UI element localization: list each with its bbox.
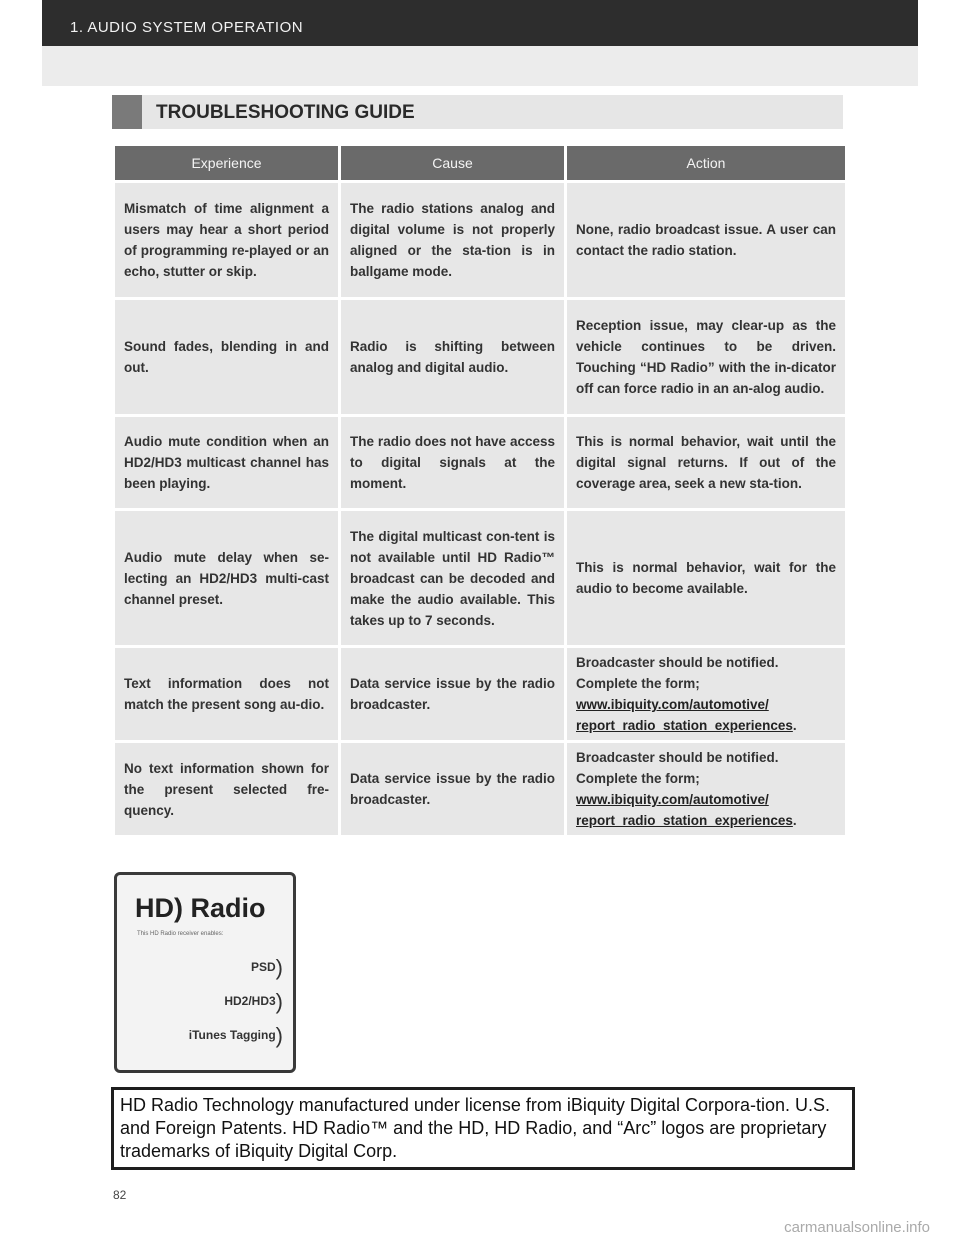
section-marker <box>112 95 142 129</box>
experience-cell: Mismatch of time alignment a users may hear a short period of programming re-played or an echo, stutter or skip. <box>115 183 338 297</box>
action-text: Broadcaster should be notified. Complete the form; <box>576 655 779 691</box>
license-notice: HD Radio Technology manufactured under license from iBiquity Digital Corpora-tion. U.S. and Foreign Patents. HD Radio™ and the HD, HD Radio, and “Arc” logos are proprietary trademarks of iBiquity Digital Corp. <box>111 1087 855 1170</box>
hd-radio-term: “HD Radio” <box>639 360 715 375</box>
cause-cell: The digital multicast con-tent is not available until HD Radio™ broadcast can be decoded and make the audio available. This takes up to 7 seconds. <box>341 511 564 645</box>
header-cause: Cause <box>341 146 564 180</box>
table-row <box>115 417 845 508</box>
logo-note: This HD Radio receiver enables: <box>137 931 224 937</box>
experience-cell: Text information does not match the present song au-dio. <box>115 648 338 740</box>
section-title: TROUBLESHOOTING GUIDE <box>156 102 415 123</box>
table-row <box>115 648 845 740</box>
header-experience: Experience <box>115 146 338 180</box>
itunes-tagging-feature: iTunes Tagging) <box>188 1023 283 1048</box>
hd-radio-brand: HD) Radio <box>135 893 266 923</box>
table-row <box>115 511 845 645</box>
ibiquity-link[interactable]: www.ibiquity.com/automotive/ report_radio_station_experiences <box>576 792 793 828</box>
cause-cell: The radio stations analog and digital volume is not properly aligned or the sta-tion is in ballgame mode. <box>341 183 564 297</box>
experience-cell: Sound fades, blending in and out. <box>115 300 338 414</box>
experience-cell: Audio mute condition when an HD2/HD3 multicast channel has been playing. <box>115 417 338 508</box>
experience-cell: No text information shown for the present selected fre-quency. <box>115 743 338 835</box>
table-row <box>115 183 845 297</box>
action-cell: None, radio broadcast issue. A user can contact the radio station. <box>567 183 845 297</box>
hd-radio-logo <box>114 872 296 1073</box>
table-row <box>115 743 845 835</box>
cause-cell: Radio is shifting between analog and digital audio. <box>341 300 564 414</box>
experience-cell: Audio mute delay when se-lecting an HD2/HD3 multi-cast channel preset. <box>115 511 338 645</box>
chapter-title: 1. AUDIO SYSTEM OPERATION <box>70 19 304 36</box>
header-band <box>42 46 918 86</box>
watermark: carmanualsonline.info <box>784 1219 930 1236</box>
ibiquity-link[interactable]: www.ibiquity.com/automotive/ report_radio_station_experiences <box>576 697 793 733</box>
psd-feature: PSD) <box>250 955 283 980</box>
action-text: Broadcaster should be notified. Complete the form; <box>576 750 779 786</box>
page-number: 82 <box>113 1188 127 1202</box>
action-cell: This is normal behavior, wait until the digital signal returns. If out of the coverage area, seek a new sta-tion. <box>567 417 845 508</box>
action-text: with the in-dicator off can force radio in an an-alog audio. <box>576 360 836 396</box>
action-cell: This is normal behavior, wait for the audio to become available. <box>567 511 845 645</box>
cause-cell: The radio does not have access to digital signals at the moment. <box>341 417 564 508</box>
action-cell: Broadcaster should be notified. Complete the form; www.ibiquity.com/automotive/ report_radio_station_experiences. <box>567 743 845 835</box>
section-heading <box>112 95 843 129</box>
header-action: Action <box>567 146 845 180</box>
hd2-hd3-feature: HD2/HD3) <box>224 989 283 1014</box>
action-cell: Broadcaster should be notified. Complete the form; www.ibiquity.com/automotive/ report_radio_station_experiences. <box>567 648 845 740</box>
action-cell <box>567 300 845 414</box>
action-text: Reception issue, may clear-up as the vehicle continues to be driven. Touching <box>576 318 836 375</box>
table-header-row <box>115 146 845 180</box>
cause-cell: Data service issue by the radio broadcaster. <box>341 743 564 835</box>
troubleshooting-table <box>112 143 848 838</box>
table-row <box>115 300 845 414</box>
cause-cell: Data service issue by the radio broadcaster. <box>341 648 564 740</box>
